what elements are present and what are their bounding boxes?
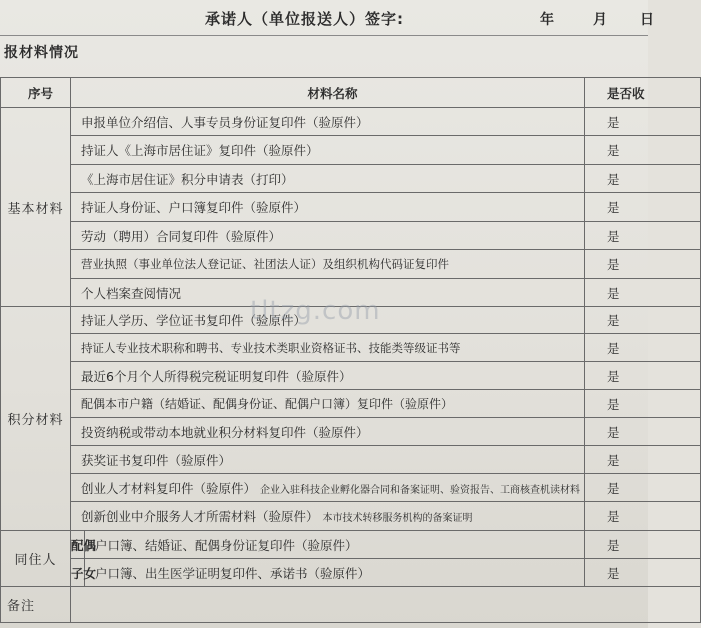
material-name: 持证人学历、学位证书复印件（验原件） (71, 307, 585, 334)
status-cell: 是 (585, 474, 701, 502)
table-row (1, 165, 701, 193)
status-cell: 是 (585, 390, 701, 418)
sub-label-spouse: 配偶 (71, 531, 85, 559)
month-label: 月 (593, 12, 607, 28)
material-name: 持证人专业技术职称和聘书、专业技术类职业资格证书、技能类等级证书等 (71, 334, 585, 362)
header-divider (0, 35, 648, 36)
material-name: 劳动（聘用）合同复印件（验原件） (71, 222, 585, 250)
status-cell: 是 (585, 222, 701, 250)
material-name: 营业执照（事业单位法人登记证、社团法人证）及组织机构代码证复印件 (71, 250, 585, 279)
material-name-cell (71, 502, 585, 531)
category-points: 积分材料 (1, 307, 71, 531)
watermark: tltzg.com (250, 296, 381, 326)
status-cell: 是 (585, 418, 701, 446)
table-header-row (1, 78, 701, 108)
col-header-name: 材料名称 (71, 78, 585, 108)
category-basic: 基本材料 (1, 108, 71, 307)
sub-label-children: 子女 (71, 559, 85, 587)
table-row (1, 390, 701, 418)
status-cell: 是 (585, 531, 701, 559)
status-cell: 是 (585, 279, 701, 307)
table-row (1, 334, 701, 362)
status-cell: 是 (585, 165, 701, 193)
status-cell: 是 (585, 136, 701, 165)
material-name: 配偶本市户籍（结婚证、配偶身份证、配偶户口簿）复印件（验原件） (71, 390, 585, 418)
table-row (1, 250, 701, 279)
material-name: 投资纳税或带动本地就业积分材料复印件（验原件） (71, 418, 585, 446)
material-name: 创业人才材料复印件（验原件） (81, 480, 257, 496)
table-row (1, 193, 701, 222)
table-row (1, 531, 701, 559)
table-row (1, 474, 701, 502)
signature-header (0, 0, 654, 36)
status-cell: 是 (585, 193, 701, 222)
col-header-index: 序号 (1, 78, 71, 108)
status-cell: 是 (585, 362, 701, 390)
category-cohabitant: 同住人 (1, 531, 71, 587)
material-name: 创新创业中介服务人才所需材料（验原件） (81, 509, 319, 524)
material-name: 《上海市居住证》积分申请表（打印） (71, 165, 585, 193)
col-header-status: 是否收 (585, 78, 701, 108)
signature-label: 承诺人（单位报送人）签字: (205, 10, 404, 28)
material-name: 持证人《上海市居住证》复印件（验原件） (71, 136, 585, 165)
table-row (1, 222, 701, 250)
year-label: 年 (540, 12, 554, 28)
remarks-label: 备注 (1, 587, 71, 623)
material-name: 申报单位介绍信、人事专员身份证复印件（验原件） (71, 108, 585, 136)
remarks-row (1, 587, 701, 623)
status-cell: 是 (585, 250, 701, 279)
status-cell: 是 (585, 108, 701, 136)
status-cell: 是 (585, 446, 701, 474)
table-row (1, 446, 701, 474)
day-label: 日 (640, 12, 654, 28)
table-row (1, 559, 701, 587)
materials-table (0, 77, 701, 623)
material-name: 个人档案查阅情况 (71, 279, 585, 307)
material-name: 最近6个月个人所得税完税证明复印件（验原件） (71, 362, 585, 390)
table-row (1, 108, 701, 136)
table-row (1, 418, 701, 446)
table-row (1, 136, 701, 165)
section-title: 报材料情况 (4, 45, 79, 61)
material-name: 持证人身份证、户口簿复印件（验原件） (71, 193, 585, 222)
table-row (1, 502, 701, 531)
remarks-field (71, 587, 701, 623)
material-note: 企业入驻科技企业孵化器合同和备案证明、验资报告、工商核查机读材料 (260, 484, 580, 496)
material-name-cell (71, 474, 585, 502)
status-cell: 是 (585, 307, 701, 334)
table-row (1, 362, 701, 390)
status-cell: 是 (585, 502, 701, 531)
status-cell: 是 (585, 334, 701, 362)
material-note: 本市技术转移服务机构的备案证明 (322, 513, 473, 524)
status-cell: 是 (585, 559, 701, 587)
material-name: 获奖证书复印件（验原件） (71, 446, 585, 474)
material-name: 户口簿、结婚证、配偶身份证复印件（验原件） (85, 531, 585, 559)
material-name: 户口簿、出生医学证明复印件、承诺书（验原件） (85, 559, 585, 587)
